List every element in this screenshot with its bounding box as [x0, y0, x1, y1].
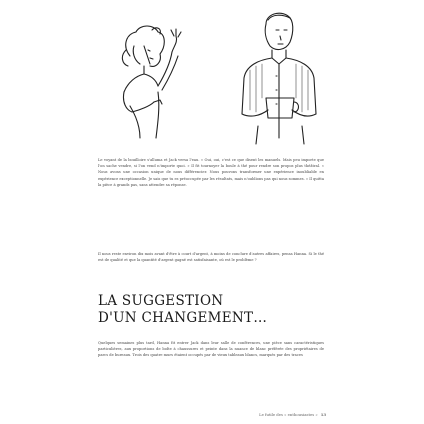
heading-line-2: D'UN CHANGEMENT… [98, 310, 268, 326]
running-footer-text: Le futile des « enthousiastes » [259, 412, 318, 417]
body-paragraph-1: Le voyant de la bouilloire s'alluma et Jack versa l'eau. « Oui, oui, c'est ce que disent les manuels. Mais peu importe que l'on sache vendre, si l'on vend n'importe quoi. » Il fit tournoyer la boule à thé pour rendre son propos plus théâtral. « Nous avons une occasion unique de nous différencier. Nous pouvons transformer une expérience inoubliable en expérience exceptionnelle. Je sais que tu es préoccupée par les résultats, mais n'oublions pas qui nous sommes. » Il quitta la pièce à grands pas, sans attendre sa réponse. [98, 158, 324, 187]
heading-line-1: LA SUGGESTION [98, 293, 224, 309]
body-paragraph-3: Quelques semaines plus tard, Hanna fit entrer Jack dans leur salle de conférences, une pièce sans caractéristiques particulières, aux proportions de boîte à chaussures et peinte dans la nuance de blanc préférée des propriétaires de parcs de bureaux. Trois des quatre murs étaient occupés par de vieux tableaux blancs, marqués par des traces [98, 341, 324, 358]
page-footer [259, 412, 326, 417]
illustration [100, 6, 332, 148]
line-drawing-two-people [100, 6, 332, 148]
page-number: 13 [320, 412, 326, 417]
body-paragraph-2: Il nous reste environ dix mois avant d'être à court d'argent, à moins de conclure d'autres affaires, pensa Hanna. Si le thé est de qualité et que la quantité d'argent gagné est satisfaisante, où est le problème ? [98, 252, 324, 263]
section-heading [98, 293, 328, 327]
